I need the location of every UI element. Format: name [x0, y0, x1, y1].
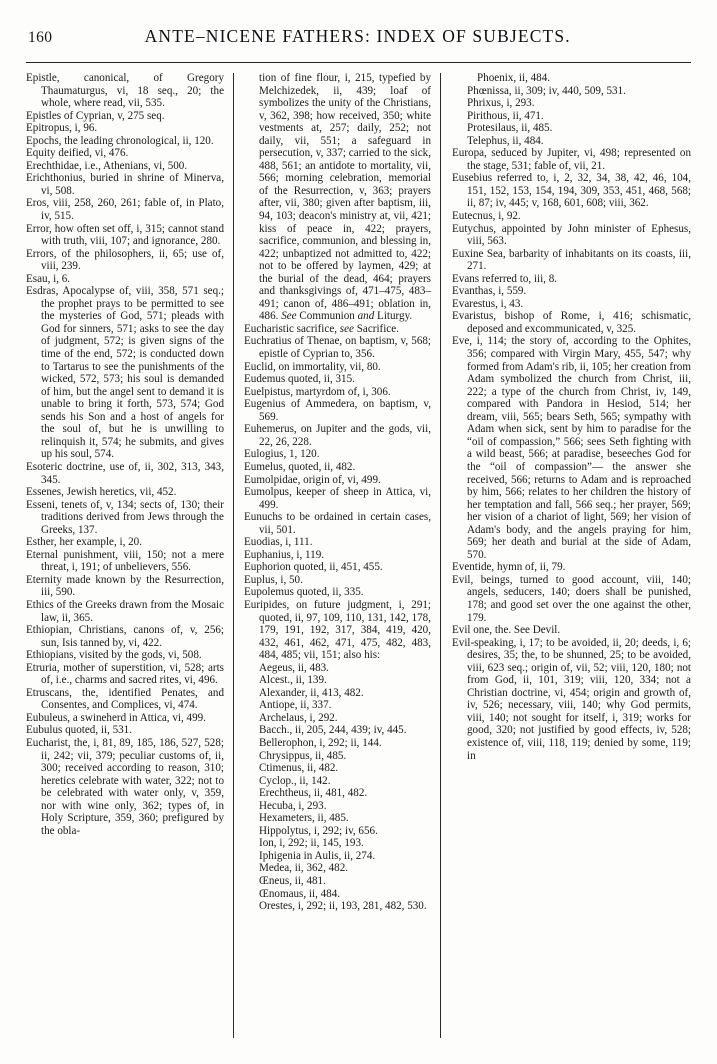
page-number: 160: [28, 29, 53, 46]
index-entry: Euhemerus, on Jupiter and the gods, vii, 22, 26, 228.: [244, 423, 431, 448]
index-entry: Epistle, canonical, of Gregory Thaumaturgus, vi, 18 seq., 20; the whole, where read, vii, 535.: [26, 72, 224, 110]
index-entry: Evaristus, bishop of Rome, i, 416; schismatic, deposed and excommunicated, v, 325.: [452, 310, 691, 335]
index-entry: Euripides, on future judgment, i, 291; quoted, ii, 97, 109, 110, 131, 142, 178, 179, 191, 192, 317, 384, 419, 420, 432, 461, 462, 471, 475, 482, 483, 484, 485; vii, 151; also his:: [244, 598, 431, 662]
index-entry: Eunuchs to be ordained in certain cases, vii, 501.: [244, 511, 431, 536]
index-entry: Evil, beings, turned to good account, viii, 140; angels, seducers, 140; doers shall be punished, 178; and good set over the one against the other, 179.: [452, 573, 691, 624]
index-entry: Eventide, hymn of, ii, 79.: [452, 561, 566, 574]
index-column-1: [26, 72, 233, 1040]
index-entry: Etruria, mother of superstition, vi, 528; arts of, i.e., charms and sacred rites, vi, 496.: [26, 661, 224, 687]
index-entry: Archelaus, i, 292.: [259, 711, 338, 724]
index-entry: Euplus, i, 50.: [244, 573, 303, 586]
index-entry: Eupolemus quoted, ii, 335.: [244, 586, 364, 599]
index-column-2: [234, 72, 440, 1040]
index-entry: Evarestus, i, 43.: [452, 297, 524, 310]
index-entry: Euphorion quoted, ii, 451, 455.: [244, 561, 383, 574]
index-entry: Pirithous, ii, 471.: [467, 109, 544, 122]
index-entry: Antiope, ii, 337.: [259, 699, 332, 712]
cross-reference-marker: See: [278, 310, 300, 323]
index-entry: Eumelus, quoted, ii, 482.: [244, 460, 356, 473]
index-entry: Erechtheus, ii, 481, 482.: [259, 787, 368, 800]
index-entry: Eros, viii, 258, 260, 261; fable of, in Plato, iv, 515.: [26, 197, 224, 223]
index-columns: [26, 72, 691, 1040]
index-entry: Esseni, tenets of, v, 134; sects of, 130; their traditions derived from Jews through the Greeks, 137.: [26, 498, 224, 536]
index-entry: Eumolpidae, origin of, vi, 499.: [244, 473, 381, 486]
index-entry: Euxine Sea, barbarity of inhabitants on its coasts, iii, 271.: [452, 247, 691, 273]
index-entry: Euchratius of Thenae, on baptism, v, 568; epistle of Cyprian to, 356.: [244, 335, 431, 361]
index-entry: Eugenius of Ammedera, on baptism, v, 569.: [244, 398, 431, 423]
index-entry: Ctimenus, ii, 482.: [259, 762, 339, 775]
header-rule: [26, 62, 691, 63]
index-entry: Hexameters, ii, 485.: [259, 812, 349, 825]
index-entry: Ethiopian, Christians, canons of, v, 256; sun, Isis tanned by, vi, 422.: [26, 624, 224, 649]
index-entry: Euodias, i, 111.: [244, 536, 313, 549]
index-entry: Eve, i, 114; the story of, according to the Ophites, 356; compared with Virgin Mary, 455, 547; why formed from Adam's rib, ii, 105; her creation from Adam symbolized the church from Christ, iii, 222; a type of the church from Christ, iv, 149, compared with Pandora in Hesiod, 514; her dream, viii, 565; bears Seth, 565; sympathy with Adam when sick, sent by him to paradise for the “oil of compassion,” 566; sees Seth fighting with a wild beast, 566; at paradise, beseeches God for the “oil of compassion”— the answer she received, 566; returns to Adam and is reproached by him, 566; relates to her children the history of her temptation and fall, 566 seq.; her prayer, 569; her vision of a chariot of light, 569; her vision of Adam's body, and the angels praying for him, 569; her death and burial at the side of Adam, 570.: [452, 335, 691, 561]
index-entry: Evil one, the. See Devil.: [452, 624, 561, 637]
index-entry: Chrysippus, ii, 485.: [259, 749, 347, 762]
cross-reference-marker: see: [337, 322, 357, 335]
index-entry: Alcest., ii, 139.: [259, 674, 327, 687]
index-entry: Hippolytus, i, 292; iv, 656.: [259, 824, 378, 837]
index-entry: Equity deified, vi, 476.: [26, 147, 129, 160]
index-entry: Ethics of the Greeks drawn from the Mosaic law, ii, 365.: [26, 598, 224, 624]
index-entry: Evans referred to, iii, 8.: [452, 272, 558, 285]
index-entry: Eutychus, appointed by John minister of Ephesus, viii, 563.: [452, 222, 691, 248]
index-entry: Iphigenia in Aulis, ii, 274.: [259, 849, 376, 862]
index-entry: Eudemus quoted, ii, 315.: [244, 373, 355, 386]
index-entry: Error, how often set off, i, 315; cannot stand with truth, viii, 107; and ignorance, 280.: [26, 222, 224, 248]
index-entry: Epitropus, i, 96.: [26, 122, 98, 135]
index-entry: Ion, i, 292; ii, 145, 193.: [259, 837, 364, 850]
index-entry: Euclid, on immortality, vii, 80.: [244, 360, 381, 373]
index-entry: Eucharistic sacrifice, see Sacrifice.: [244, 322, 399, 335]
index-entry: Phœnissa, ii, 309; iv, 440, 509, 531.: [467, 84, 626, 97]
index-entry: Eubuleus, a swineherd in Attica, vi, 499.: [26, 711, 206, 724]
index-entry: Telephus, ii, 484.: [467, 134, 544, 147]
index-column-3: [441, 72, 691, 1040]
index-entry: Eubulus quoted, ii, 531.: [26, 724, 133, 737]
index-entry: Bellerophon, i, 292; ii, 144.: [259, 736, 382, 749]
index-entry: Eusebius referred to, i, 2, 32, 34, 38, 42, 46, 104, 151, 152, 153, 154, 194, 309, 353, 451, 468, 568; ii, 87; iv, 445; v, 168, 601, 608; viii, 362.: [452, 172, 691, 210]
index-entry: Eucharist, the, i, 81, 89, 185, 186, 527, 528; ii, 242; vii, 379; peculiar customs of, ii, 300; received according to reason, 310; heretics celebrate with water, 322; not to be celebrated with water only, v, 359, nor with wine only, 362; types of, in Holy Scripture, 359, 360; prefigured by the obla-: [26, 736, 224, 837]
index-entry: Esau, i, 6.: [26, 272, 71, 285]
index-entry: Euphanius, i, 119.: [244, 548, 325, 561]
index-entry: Eumolpus, keeper of sheep in Attica, vi, 499.: [244, 486, 431, 511]
running-head: [26, 26, 691, 56]
index-entry: Eutecnus, i, 92.: [452, 210, 521, 223]
index-entry: Aegeus, ii, 483.: [259, 661, 329, 674]
index-entry: Hecuba, i, 293.: [259, 799, 327, 812]
index-entry: Bacch., ii, 205, 244, 439; iv, 445.: [259, 724, 407, 737]
page-content: [26, 26, 691, 1052]
index-entry: Œnomaus, ii, 484.: [259, 887, 341, 900]
index-entry: Errors, of the philosophers, ii, 65; use of, viii, 239.: [26, 247, 224, 273]
index-entry: Phoenix, ii, 484.: [477, 72, 551, 84]
index-entry: Medea, ii, 362, 482.: [259, 862, 349, 875]
index-entry: Eternal punishment, viii, 150; not a mere threat, i, 191; of unbelievers, 556.: [26, 548, 224, 574]
index-entry: tion of fine flour, i, 215, typefied by Melchizedek, ii, 439; loaf of symbolizes the unity of the Christians, v, 362, 398; how received, 350; white vestments at, 257; daily, 252; not daily, vii, 551; a safeguard in persecution, v, 337; carried to the sick, 488, 561; an antidote to mortality, vii, 566; morning celebration, memorial of the Resurrection, v, 363; prayers after, vii, 380; given after baptism, iii, 94, 103; deacon's ministry at, vii, 421; kiss of peace in, 422; prayers, sacrifice, communion, and blessing in, 422; unbaptized not admitted to, 422; not to be offered by laymen, 429; at the burial of the dead, 464; prayers and thanksgivings of, 471–475, 483–491; canon of, 486–491; oblation in, 486. See Communion and Liturgy.: [259, 72, 431, 323]
index-entry: Ethiopians, visited by the gods, vi, 508.: [26, 649, 202, 662]
index-entry: Esdras, Apocalypse of, viii, 358, 571 seq.; the prophet prays to be permitted to see the mysteries of God, 571; pleads with God for sinners, 571; asks to see the day of judgment, 572; is given signs of the time of the end, 572; is conducted down to Tartarus to see the punishments of the wicked, 572, 573; his soul is demanded of him, but the angel sent to demand it is unable to bring it forth, 573, 574; God sends his Son and a host of angels for the soul of, but he is unwilling to relinquish it, 574; he submits, and gives up his soul, 574.: [26, 285, 224, 461]
index-entry: Esther, her example, i, 20.: [26, 536, 143, 549]
index-entry: Orestes, i, 292; ii, 193, 281, 482, 530.: [259, 900, 427, 913]
index-entry: Esoteric doctrine, use of, ii, 302, 313, 343, 345.: [26, 460, 224, 486]
index-entry: Europa, seduced by Jupiter, vi, 498; represented on the stage, 531; fable of, vii, 21.: [452, 147, 691, 172]
index-entry: Euelpistus, martyrdom of, i, 306.: [244, 385, 391, 398]
page-title: ANTE–NICENE FATHERS: INDEX OF SUBJECTS.: [144, 26, 571, 46]
cross-reference-conjunction: and: [357, 310, 375, 323]
index-entry: Erechthidae, i.e., Athenians, vi, 500.: [26, 159, 188, 172]
index-entry: Etruscans, the, identified Penates, and Consentes, and Complices, vi, 474.: [26, 686, 224, 712]
index-entry: Epochs, the leading chronological, ii, 120.: [26, 134, 214, 147]
index-entry: Œneus, ii, 481.: [259, 875, 326, 887]
index-entry: Cyclop., ii, 142.: [259, 774, 331, 787]
index-entry: Essenes, Jewish heretics, vii, 452.: [26, 486, 177, 499]
index-entry: Eternity made known by the Resurrection, iii, 590.: [26, 573, 224, 599]
index-entry: Eulogius, 1, 120.: [244, 448, 320, 461]
index-entry: Evanthas, i, 559.: [452, 285, 527, 298]
index-entry: Protesilaus, ii, 485.: [467, 122, 553, 135]
index-entry: Evil-speaking, i, 17; to be avoided, ii, 20; deeds, i, 6; desires, 35; the, to be shunned, 25; to be avoided, viii, 623 seq.; origin of, vii, 52; viii, 120, 180; not from God, ii, 101, 319; viii, 120, 334; not a Christian doctrine, vi, 454; origin and growth of, iv, 526; necessary, viii, 140; why God permits, viii, 140; not sought for itself, i, 319; works for good, 320; not justified by good effects, iv, 528; existence of, viii, 118, 119; denied by some, 119; in: [452, 636, 691, 762]
index-entry: Phrixus, i, 293.: [467, 97, 535, 110]
index-entry: Erichthonius, buried in shrine of Minerva, vi, 508.: [26, 172, 224, 197]
index-entry: Epistles of Cyprian, v, 275 seq.: [26, 109, 165, 122]
index-entry: Alexander, ii, 413, 482.: [259, 686, 364, 699]
